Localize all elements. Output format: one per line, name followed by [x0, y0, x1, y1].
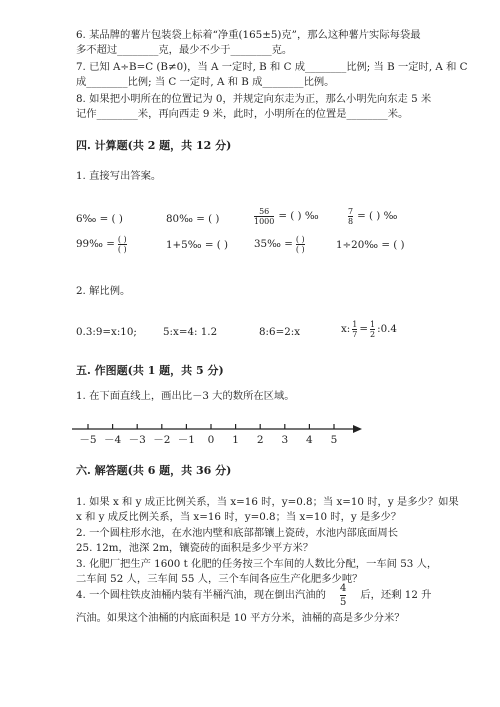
calc-56-over-1000 — [254, 207, 319, 226]
calc-lead: 35‰ = — [254, 238, 293, 250]
number-line-tick-label: 1 — [232, 434, 239, 446]
number-line-tick-label: 0 — [207, 434, 215, 446]
number-line-tick-label: －4 — [104, 434, 122, 446]
denominator: 5 — [339, 596, 347, 608]
numerator: 56 — [259, 207, 270, 216]
section-5-q1: 1. 在下面直线上，画出比－3 大的数所在区域。 — [76, 390, 295, 402]
fraction-4-5 — [340, 582, 346, 609]
fraction-7-8 — [348, 207, 353, 226]
problem-6-4-text-b: 后，还剩 12 升 — [360, 588, 432, 601]
number-line-tick-label: 3 — [281, 434, 289, 446]
proportion-b: 5:x=4: 1.2 — [163, 326, 218, 338]
problem-7-line-1: 7. 已知 A÷B=C (B≠0)，当 A 一定时, B 和 C 成________比例; 当 B 一定时, A 和 C — [76, 61, 468, 73]
denominator: 7 — [352, 330, 358, 339]
numerator: ( ) — [295, 235, 305, 244]
number-line-tick-label: －3 — [128, 434, 146, 446]
problem-8-line-2: 记作________米，再向西走 9 米，此时，小明所在的位置是________米。 — [76, 108, 409, 120]
number-line-tick-label: 2 — [256, 434, 264, 446]
problem-6-4-line-1 — [76, 580, 431, 610]
section-4-title: 四. 计算题(共 2 题，共 12 分) — [76, 139, 232, 152]
denominator: 1000 — [254, 217, 275, 226]
calc-lead: 99‰ = — [76, 238, 115, 250]
number-line-tick-label: 4 — [306, 434, 313, 446]
calc-6-permille: 6‰ = ( ) — [76, 213, 123, 225]
numerator: 4 — [339, 582, 347, 594]
calc-1-div-20-permille: 1÷20‰ = ( ) — [336, 239, 405, 251]
number-line[interactable] — [70, 418, 370, 452]
proportion-c: 8:6=2:x — [259, 326, 301, 338]
problem-6-4-text-a: 4. 一个圆柱铁皮油桶内装有半桶汽油，现在倒出汽油的 — [76, 588, 326, 601]
problem-6-2-line-1: 2. 一个圆柱形水池，在水池内壁和底部都镶上瓷砖，水池内部底面周长 — [76, 527, 399, 539]
problem-6-3-line-1: 3. 化肥厂把生产 1600 t 化肥的任务按三个车间的人数比分配，一车间 53 人， — [76, 558, 438, 570]
calc-tail: = ( ) ‰ — [357, 210, 398, 222]
fraction-blank — [118, 235, 127, 254]
denominator: ( ) — [295, 245, 305, 254]
section-4-q2: 2. 解比例。 — [76, 285, 131, 297]
calc-7-over-8 — [348, 207, 397, 226]
numerator: 1 — [352, 320, 358, 329]
number-line-ticks — [79, 424, 337, 446]
calc-80-permille: 80‰ = ( ) — [166, 213, 220, 225]
section-5-title: 五. 作图题(共 1 题，共 5 分) — [76, 364, 224, 377]
number-line-tick-label: －1 — [177, 434, 195, 446]
calc-35-permille — [254, 235, 305, 254]
fraction-1-7 — [352, 320, 357, 339]
problem-6-3-line-2: 二车间 52 人，三车间 55 人，三个车间各应生产化肥多少吨？ — [76, 573, 363, 585]
denominator: 8 — [348, 217, 354, 226]
equals-sign: = — [359, 323, 369, 335]
number-line-tick-label: －2 — [153, 434, 171, 446]
calc-tail: = ( ) ‰ — [278, 210, 319, 222]
problem-7-line-2: 成________比例; 当 C 一定时, A 和 B 成________比例。 — [76, 76, 335, 88]
number-line-tick-label: －5 — [79, 434, 97, 446]
number-line-arrow — [353, 425, 362, 433]
calc-lead: x: — [341, 323, 351, 335]
problem-8-line-1: 8. 如果把小明所在的位置记为 0，并规定向东走为正，那么小明先向东走 5 米 — [76, 93, 432, 105]
calc-99-permille — [76, 235, 127, 254]
denominator: 2 — [370, 330, 376, 339]
fraction-1-2 — [370, 320, 375, 339]
numerator: ( ) — [117, 235, 127, 244]
fraction-blank — [296, 235, 305, 254]
numerator: 7 — [348, 207, 354, 216]
proportion-d — [341, 320, 397, 339]
problem-6-1-line-1: 1. 如果 x 和 y 成正比例关系，当 x=16 时，y=0.8；当 x=10 时，y 是多少？如果 — [76, 496, 459, 508]
numerator: 1 — [370, 320, 376, 329]
problem-6-2-line-2: 25. 12m，池深 2m，镶瓷砖的面积是多少平方米？ — [76, 542, 314, 554]
problem-6-line-1: 6. 某品牌的薯片包装袋上标着“净重(165±5)克”，那么这种薯片实际每袋最 — [76, 29, 421, 41]
number-line-tick-label: 5 — [330, 434, 338, 446]
calc-1-plus-5-permille: 1+5‰ = ( ) — [166, 239, 229, 251]
calc-tail: :0.4 — [377, 323, 397, 335]
denominator: ( ) — [117, 245, 127, 254]
problem-6-line-2: 多不超过________克，最少不少于________克。 — [76, 44, 293, 56]
problem-6-1-line-2: x 和 y 成反比例关系，当 x=16 时，y=0.8；当 x=10 时，y 是多少？ — [76, 511, 402, 523]
section-6-title: 六. 解答题(共 6 题，共 36 分) — [76, 464, 232, 477]
proportion-a: 0.3:9=x:10; — [76, 326, 137, 338]
fraction-56-1000 — [254, 207, 274, 226]
section-4-q1: 1. 直接写出答案。 — [76, 170, 162, 182]
problem-6-4-line-2: 汽油。如果这个油桶的内底面积是 10 平方分米，油桶的高是多少分米？ — [76, 612, 405, 624]
